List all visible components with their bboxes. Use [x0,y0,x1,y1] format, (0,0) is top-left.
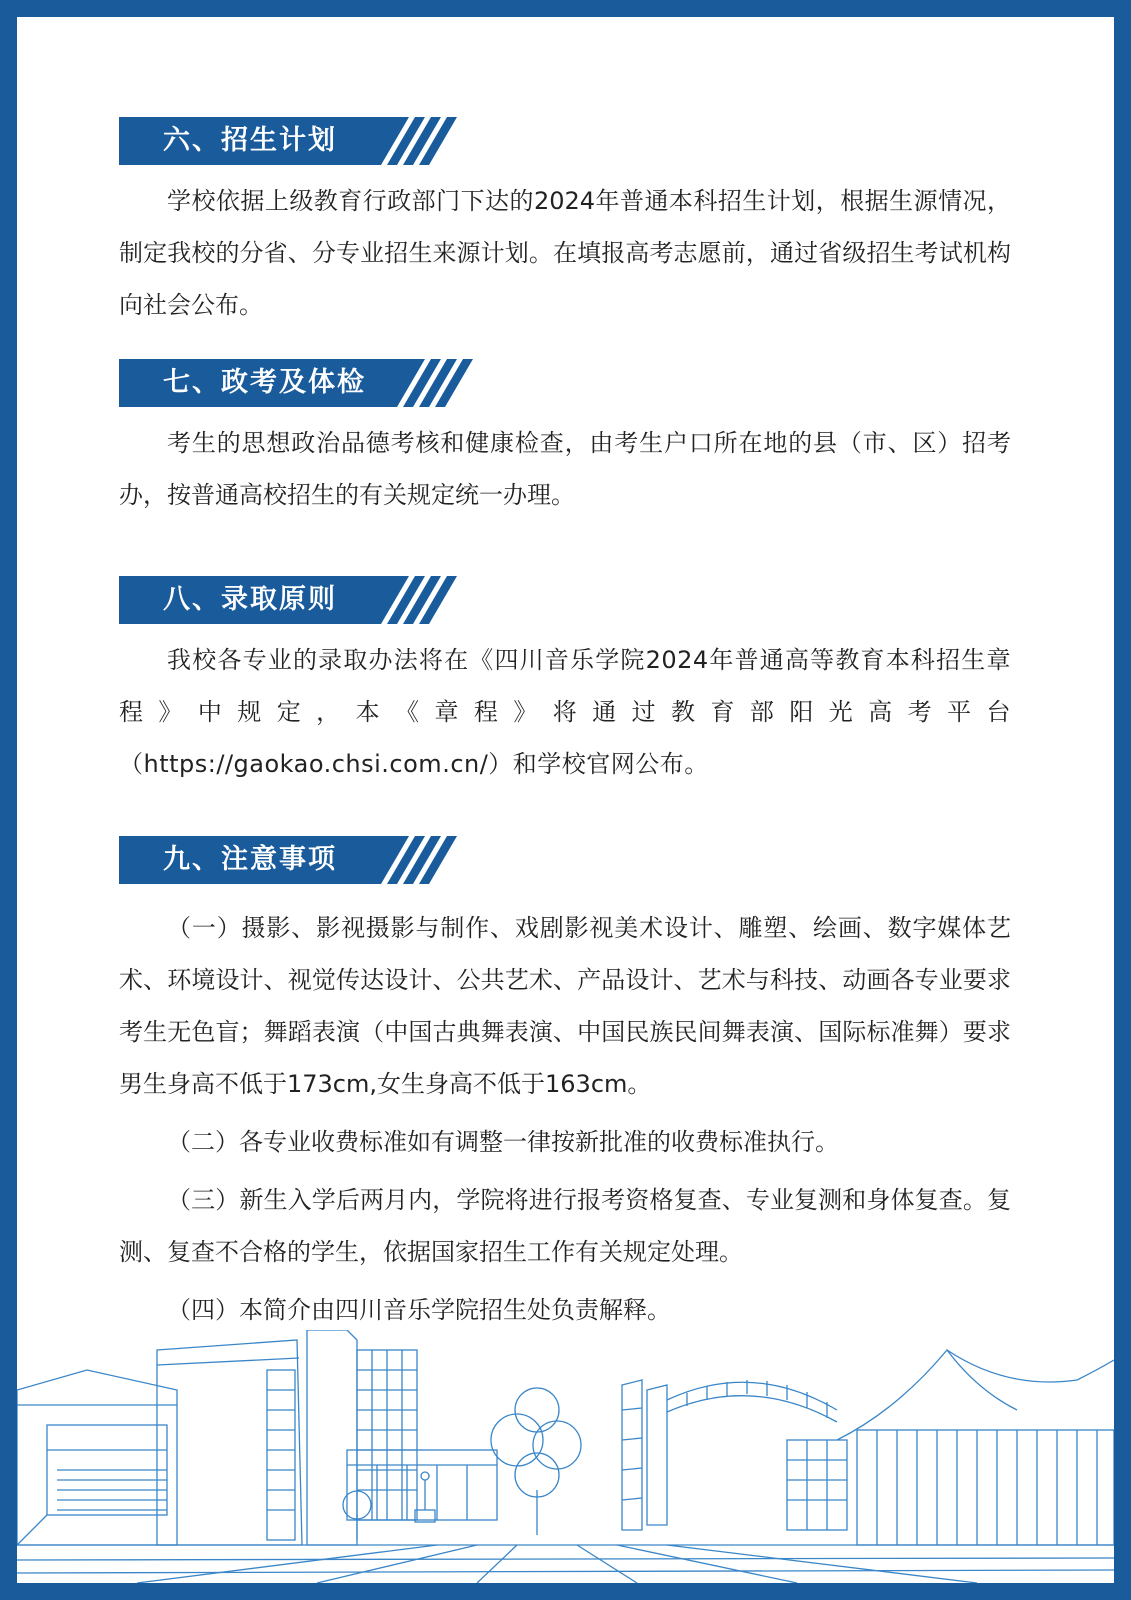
section-heading-text: 七、政考及体检 [163,367,366,398]
section-heading-text: 六、招生计划 [163,125,337,156]
section-heading-banner [119,836,459,884]
section-heading-banner [119,359,479,407]
notes-item-3: （三）新生入学后两月内，学院将进行报考资格复查、专业复测和身体复查。复测、复查不合格的学生，依据国家招生工作有关规定处理。 [119,1186,1011,1266]
section-political-and-medical-check [119,359,1011,521]
section-heading-text: 九、注意事项 [163,844,337,875]
notes-item-2: （二）各专业收费标准如有调整一律按新批准的收费标准执行。 [167,1128,839,1156]
notes-item-4: （四）本简介由四川音乐学院招生处负责解释。 [167,1296,671,1324]
section-enrollment-plan [119,117,1011,331]
section-heading-banner [119,576,459,624]
section-heading-banner [119,117,459,165]
section-paragraph: 考生的思想政治品德考核和健康检查，由考生户口所在地的县（市、区）招考办，按普通高校招生的有关规定统一办理。 [119,429,1011,509]
section-paragraph: 我校各专业的录取办法将在《四川音乐学院2024年普通高等教育本科招生章程》中规定，本《章程》将通过教育部阳光高考平台（https://gaokao.chsi.com.cn/）和学校官网公布。 [119,646,1011,778]
section-paragraph: 学校依据上级教育行政部门下达的2024年普通本科招生计划，根据生源情况，制定我校的分省、分专业招生来源计划。在填报高考志愿前，通过省级招生考试机构向社会公布。 [119,187,1011,319]
section-notes [119,836,1011,1336]
section-heading-text: 八、录取原则 [163,584,337,615]
section-admission-principles [119,576,1011,790]
notes-item-1: （一）摄影、影视摄影与制作、戏剧影视美术设计、雕塑、绘画、数字媒体艺术、环境设计、视觉传达设计、公共艺术、产品设计、艺术与科技、动画各专业要求考生无色盲；舞蹈表演（中国古典舞表演、中国民族民间舞表演、国际标准舞）要求男生身高不低于173cm,女生身高不低于163cm。 [119,914,1011,1098]
campus-skyline-illustration-icon [17,1330,1114,1583]
